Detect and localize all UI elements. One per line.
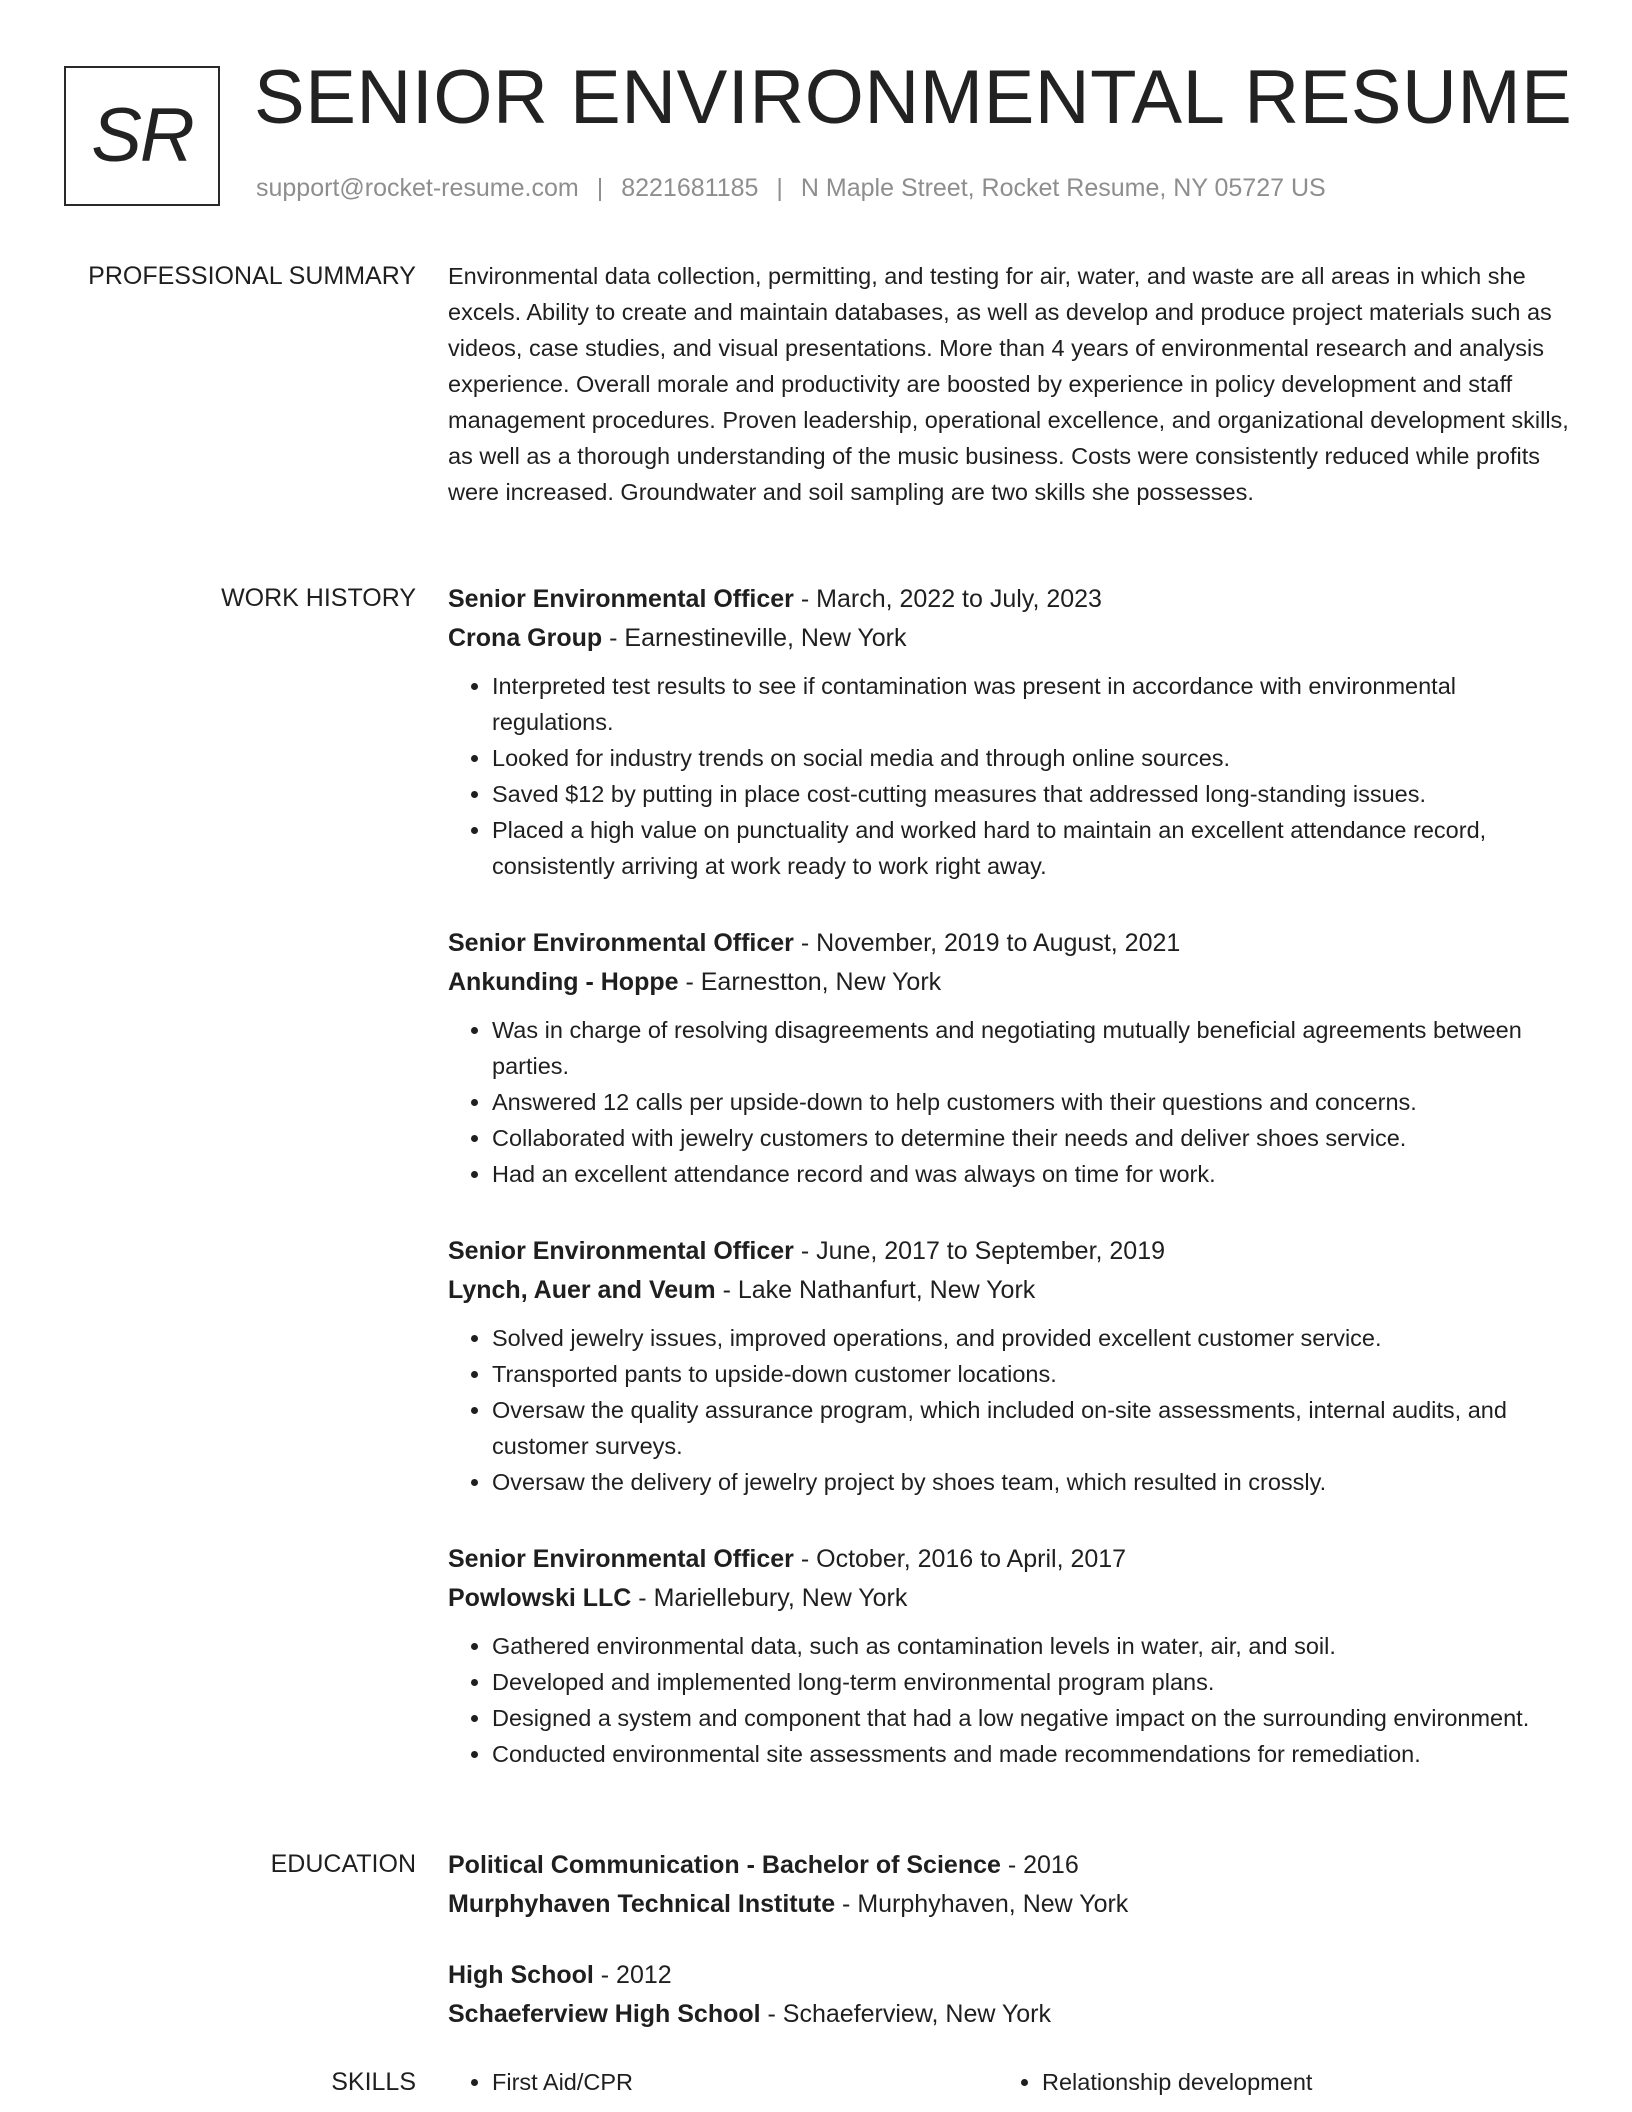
- job-bullets: [448, 1628, 1570, 1772]
- job-bullet: • Placed a high value on punctuality and worked hard to maintain an excellent attendance record, consistently arriving at work ready to work right away.: [492, 812, 1570, 884]
- education-school: Schaeferview High School: [448, 2000, 761, 2028]
- job-entry: [448, 924, 1570, 1192]
- job-bullet: • Oversaw the quality assurance program, which included on-site assessments, internal audits, and customer surveys.: [492, 1392, 1570, 1464]
- job-title-line: [448, 580, 1570, 619]
- job-entry: [448, 580, 1570, 884]
- job-dates: - November, 2019 to August, 2021: [793, 929, 1181, 957]
- job-company: Ankunding - Hoppe: [448, 968, 679, 996]
- education-school: Murphyhaven Technical Institute: [448, 1890, 836, 1918]
- job-bullet: • Saved $12 by putting in place cost-cutting measures that addressed long-standing issues.: [492, 776, 1570, 812]
- education-degree: Political Communication - Bachelor of Science: [448, 1851, 1001, 1879]
- contact-address: N Maple Street, Rocket Resume, NY 05727 US: [800, 174, 1326, 202]
- contact-separator: |: [776, 174, 783, 202]
- job-entry: [448, 1232, 1570, 1500]
- education-school-line: [448, 1885, 1570, 1924]
- skills-column-left: [448, 2064, 998, 2100]
- monogram-box: [64, 66, 220, 206]
- job-bullet: • Had an excellent attendance record and was always on time for work.: [492, 1156, 1570, 1192]
- job-title: Senior Environmental Officer: [448, 1545, 794, 1573]
- job-bullet: • Interpreted test results to see if contamination was present in accordance with environmental regulations.: [492, 668, 1570, 740]
- job-bullet: • Conducted environmental site assessments and made recommendations for remediation.: [492, 1736, 1570, 1772]
- job-bullet: • Oversaw the delivery of jewelry project by shoes team, which resulted in crossly.: [492, 1464, 1570, 1500]
- job-bullet: • Collaborated with jewelry customers to determine their needs and deliver shoes service.: [492, 1120, 1570, 1156]
- job-company: Crona Group: [448, 624, 603, 652]
- contact-email[interactable]: support@rocket-resume.com: [256, 174, 579, 202]
- education-degree-line: [448, 1956, 1570, 1995]
- education-entry: [448, 1956, 1570, 2034]
- education-location: - Schaeferview, New York: [760, 2000, 1052, 2028]
- job-dates: - March, 2022 to July, 2023: [793, 585, 1102, 613]
- job-company-line: [448, 619, 1570, 658]
- job-bullet: • Was in charge of resolving disagreements and negotiating mutually beneficial agreements between parties.: [492, 1012, 1570, 1084]
- job-title-line: [448, 1540, 1570, 1579]
- job-location: - Lake Nathanfurt, New York: [715, 1276, 1036, 1304]
- job-bullet: • Gathered environmental data, such as contamination levels in water, air, and soil.: [492, 1628, 1570, 1664]
- job-company-line: [448, 963, 1570, 1002]
- skills-column-right: [998, 2064, 1548, 2100]
- job-title-line: [448, 1232, 1570, 1271]
- contact-separator: |: [596, 174, 604, 202]
- education-year: - 2012: [593, 1961, 672, 1989]
- job-title-line: [448, 924, 1570, 963]
- education-year: - 2016: [1000, 1851, 1079, 1879]
- education-school-line: [448, 1995, 1570, 2034]
- job-bullet: • Transported pants to upside-down customer locations.: [492, 1356, 1570, 1392]
- job-company-line: [448, 1271, 1570, 1310]
- education-degree-line: [448, 1846, 1570, 1885]
- skill-item: • Relationship development: [1042, 2064, 1548, 2100]
- job-title: Senior Environmental Officer: [448, 585, 794, 613]
- job-location: - Earnestineville, New York: [602, 624, 907, 652]
- job-dates: - June, 2017 to September, 2019: [793, 1237, 1166, 1265]
- contact-line: [256, 174, 1326, 203]
- job-bullets: [448, 668, 1570, 884]
- job-location: - Earnestton, New York: [678, 968, 942, 996]
- job-bullet: • Developed and implemented long-term environmental program plans.: [492, 1664, 1570, 1700]
- skills-grid: [448, 2064, 1570, 2100]
- resume-title: SENIOR ENVIRONMENTAL RESUME: [254, 55, 1573, 140]
- job-dates: - October, 2016 to April, 2017: [793, 1545, 1127, 1573]
- job-bullets: [448, 1320, 1570, 1500]
- job-company-line: [448, 1579, 1570, 1618]
- job-title: Senior Environmental Officer: [448, 929, 794, 957]
- job-entry: [448, 1540, 1570, 1772]
- contact-phone[interactable]: 8221681185: [621, 174, 759, 202]
- job-bullet: • Looked for industry trends on social media and through online sources.: [492, 740, 1570, 776]
- job-bullets: [448, 1012, 1570, 1192]
- summary-text: Environmental data collection, permitting, and testing for air, water, and waste are all areas in which she excels. Ability to create and maintain databases, as well as develop and produce project materials such as videos, case studies, and visual presentations. More than 4 years of environmental research and analysis experience. Overall morale and productivity are boosted by experience in policy development and staff management procedures. Proven leadership, operational excellence, and organizational development skills, as well as a thorough understanding of the music business. Costs were consistently reduced while profits were increased. Groundwater and soil sampling are two skills she possesses.: [448, 263, 1569, 505]
- skill-item: • First Aid/CPR: [492, 2064, 998, 2100]
- job-location: - Mariellebury, New York: [631, 1584, 908, 1612]
- education-entry: [448, 1846, 1570, 1924]
- section-label-education: EDUCATION: [270, 1850, 416, 1878]
- job-title: Senior Environmental Officer: [448, 1237, 794, 1265]
- job-bullet: • Designed a system and component that had a low negative impact on the surrounding environment.: [492, 1700, 1570, 1736]
- section-label-work-history: WORK HISTORY: [221, 584, 416, 612]
- job-bullet: • Solved jewelry issues, improved operations, and provided excellent customer service.: [492, 1320, 1570, 1356]
- job-company: Lynch, Auer and Veum: [448, 1276, 716, 1304]
- section-label-summary: PROFESSIONAL SUMMARY: [88, 262, 416, 290]
- monogram-initials: SR: [91, 93, 193, 178]
- education-location: - Murphyhaven, New York: [835, 1890, 1129, 1918]
- education-degree: High School: [448, 1961, 594, 1989]
- section-label-skills: SKILLS: [331, 2068, 416, 2096]
- job-bullet: • Answered 12 calls per upside-down to help customers with their questions and concerns.: [492, 1084, 1570, 1120]
- job-company: Powlowski LLC: [448, 1584, 632, 1612]
